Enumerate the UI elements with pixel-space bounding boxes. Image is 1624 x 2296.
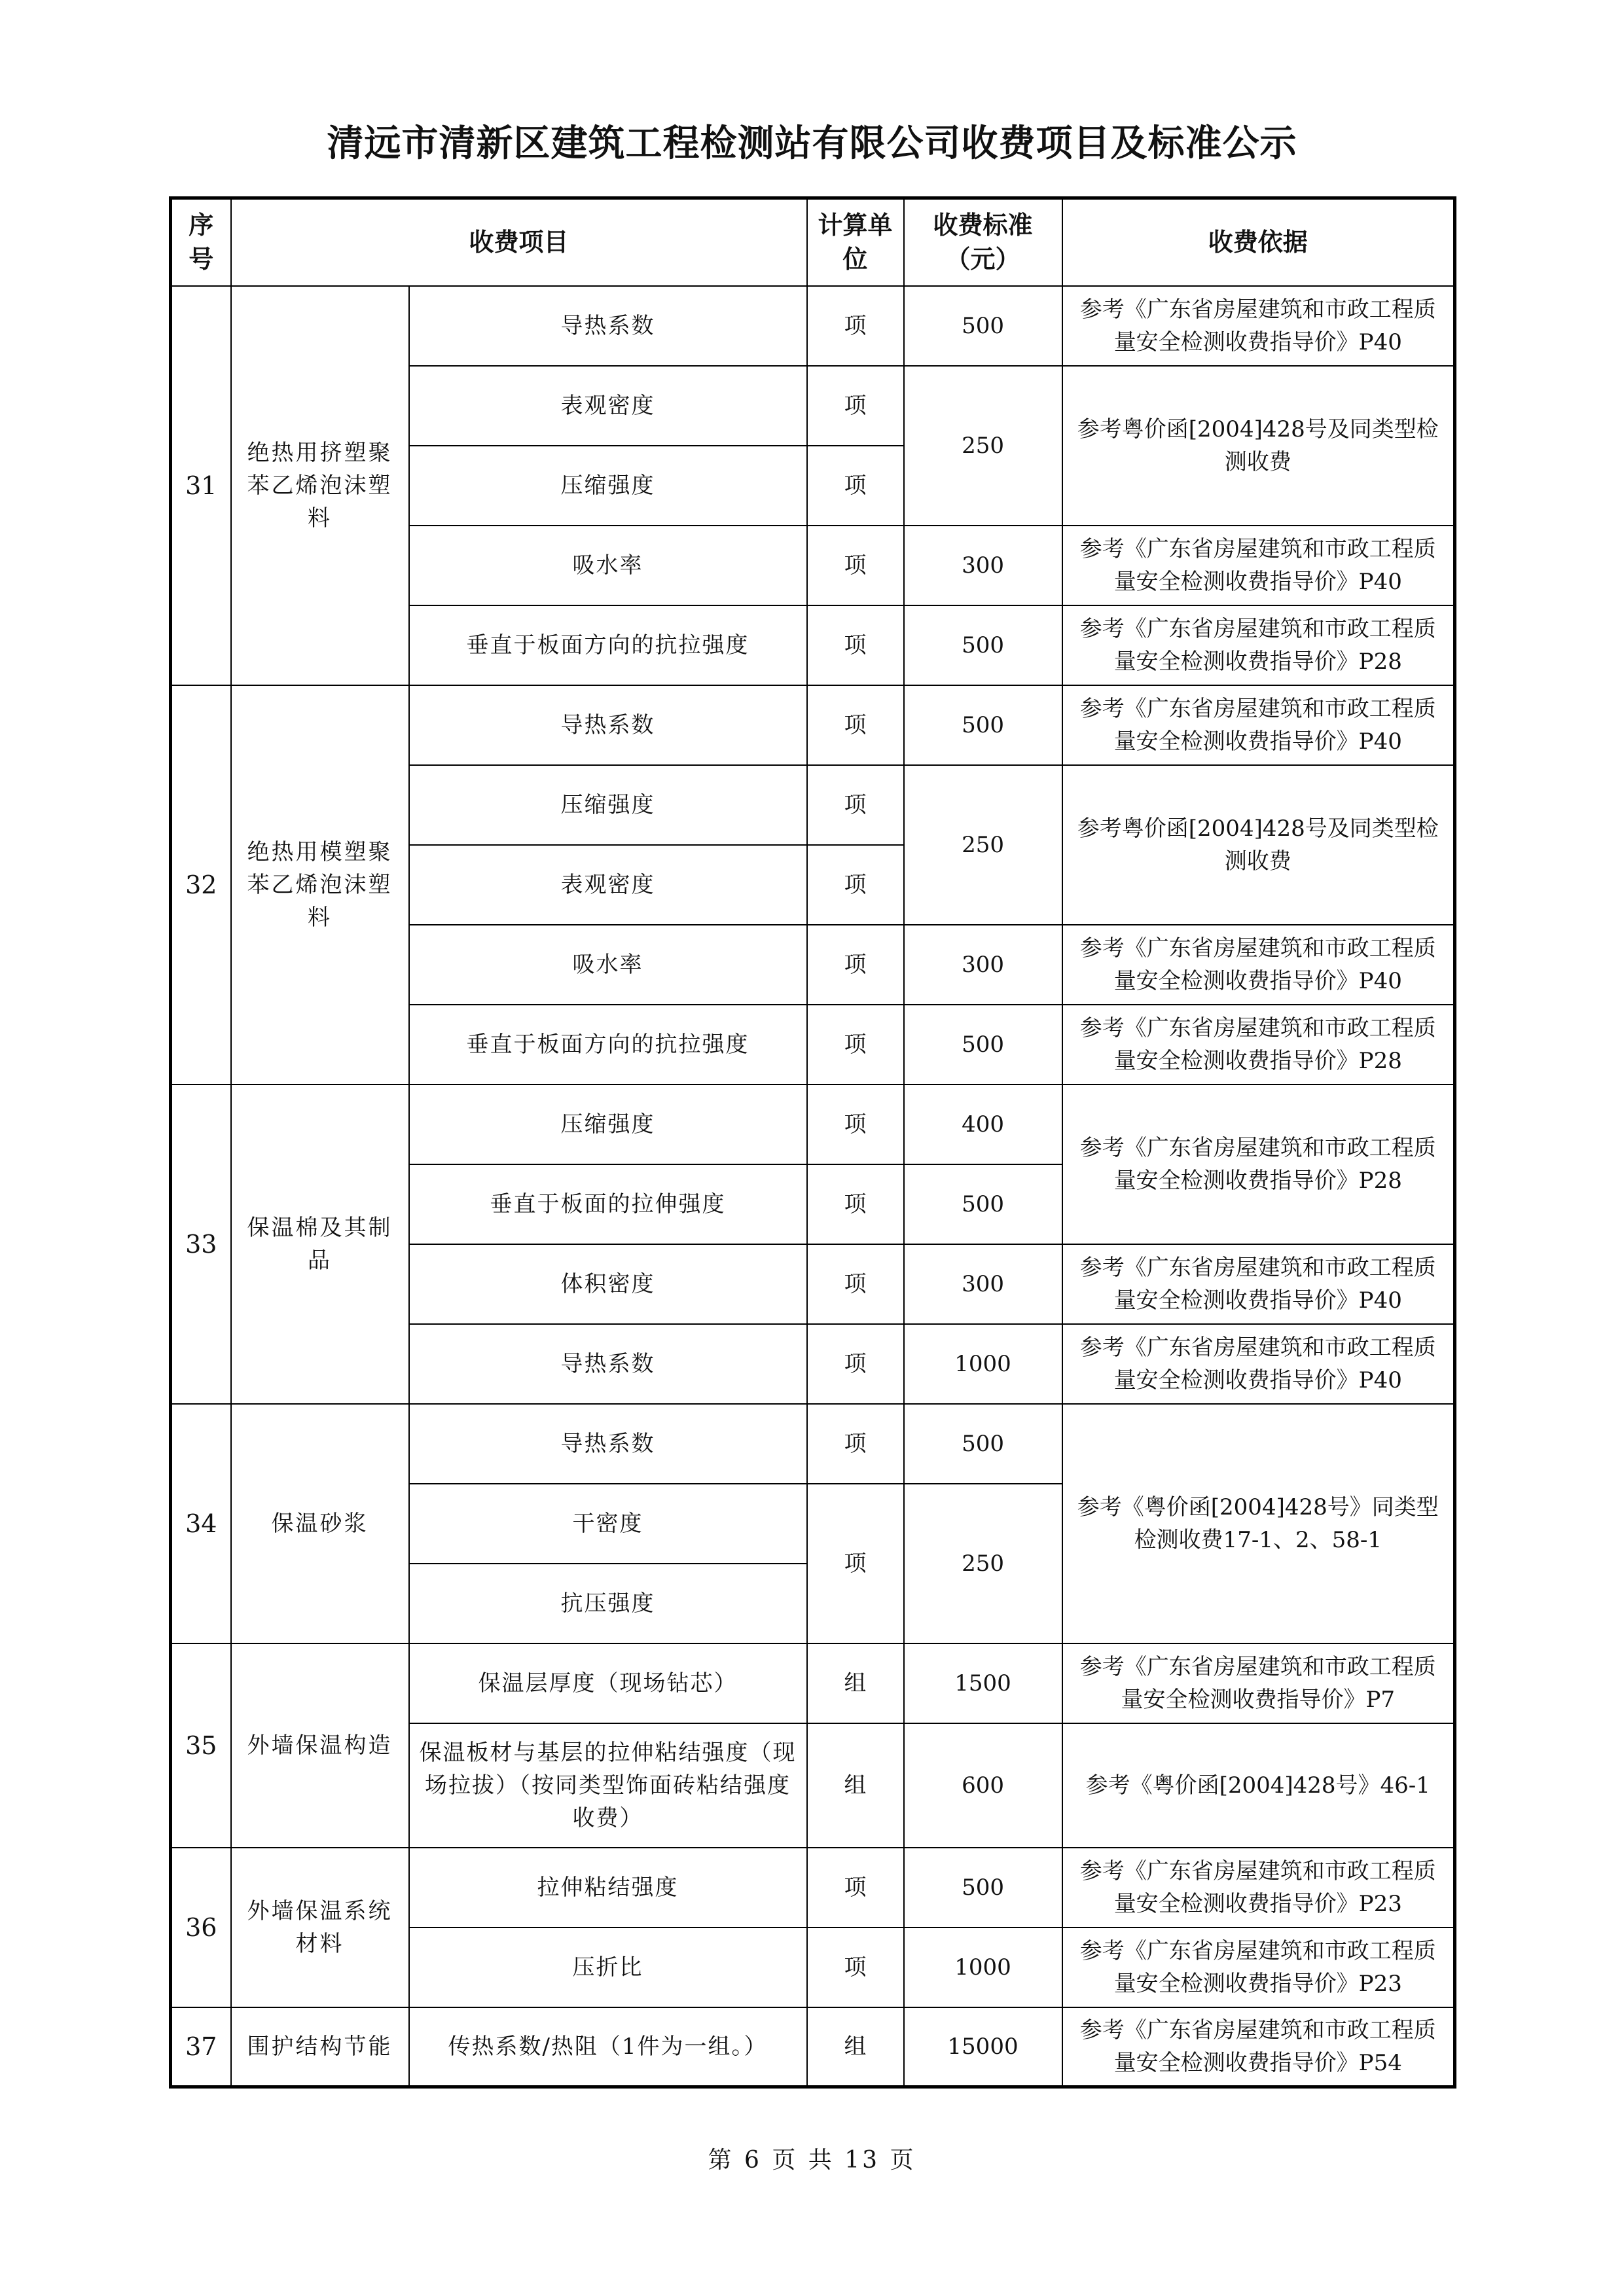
- table-row: [171, 2007, 1455, 2087]
- item-cell: 压缩强度: [409, 765, 807, 845]
- page-number: 第 6 页 共 13 页: [708, 2147, 916, 2174]
- unit-cell: 项: [807, 1928, 904, 2007]
- unit-cell: 项: [807, 1484, 904, 1643]
- price-cell: 500: [904, 1005, 1062, 1085]
- item-cell: 垂直于板面方向的抗拉强度: [409, 1005, 807, 1085]
- header-unit: 计算单位: [807, 198, 904, 286]
- item-cell: 垂直于板面方向的抗拉强度: [409, 605, 807, 685]
- basis-cell: 参考粤价函[2004]428号及同类型检测收费: [1062, 366, 1455, 526]
- seq-cell: 32: [171, 685, 231, 1085]
- unit-cell: 项: [807, 765, 904, 845]
- price-cell: 400: [904, 1085, 1062, 1164]
- seq-cell: 34: [171, 1404, 231, 1643]
- basis-cell: 参考《粤价函[2004]428号》同类型检测收费17-1、2、58-1: [1062, 1404, 1455, 1643]
- table-row: [171, 286, 1455, 366]
- header-price: 收费标准（元）: [904, 198, 1062, 286]
- unit-cell: 项: [807, 685, 904, 765]
- basis-cell: 参考《广东省房屋建筑和市政工程质量安全检测收费指导价》P54: [1062, 2007, 1455, 2087]
- price-cell: 1500: [904, 1643, 1062, 1723]
- basis-cell: 参考《广东省房屋建筑和市政工程质量安全检测收费指导价》P40: [1062, 526, 1455, 605]
- unit-cell: 项: [807, 1404, 904, 1484]
- unit-cell: 项: [807, 1244, 904, 1324]
- item-cell: 垂直于板面的拉伸强度: [409, 1164, 807, 1244]
- unit-cell: 项: [807, 1848, 904, 1928]
- table-row: [171, 685, 1455, 765]
- item-cell: 拉伸粘结强度: [409, 1848, 807, 1928]
- category-cell: 围护结构节能: [231, 2007, 409, 2087]
- price-cell: 600: [904, 1723, 1062, 1848]
- basis-cell: 参考《广东省房屋建筑和市政工程质量安全检测收费指导价》P23: [1062, 1928, 1455, 2007]
- unit-cell: 组: [807, 2007, 904, 2087]
- category-cell: 保温砂浆: [231, 1404, 409, 1643]
- basis-cell: 参考《广东省房屋建筑和市政工程质量安全检测收费指导价》P40: [1062, 1244, 1455, 1324]
- item-cell: 干密度: [409, 1484, 807, 1564]
- header-item: 收费项目: [231, 198, 807, 286]
- item-cell: 抗压强度: [409, 1564, 807, 1643]
- price-cell: 500: [904, 1404, 1062, 1484]
- price-cell: 500: [904, 1848, 1062, 1928]
- basis-cell: 参考《广东省房屋建筑和市政工程质量安全检测收费指导价》P40: [1062, 685, 1455, 765]
- price-cell: 500: [904, 286, 1062, 366]
- price-cell: 250: [904, 366, 1062, 526]
- basis-cell: 参考《广东省房屋建筑和市政工程质量安全检测收费指导价》P40: [1062, 286, 1455, 366]
- price-cell: 300: [904, 1244, 1062, 1324]
- unit-cell: 组: [807, 1723, 904, 1848]
- table-row: [171, 1404, 1455, 1484]
- table-row: [171, 1085, 1455, 1164]
- unit-cell: 项: [807, 605, 904, 685]
- price-cell: 300: [904, 925, 1062, 1005]
- basis-cell: 参考《广东省房屋建筑和市政工程质量安全检测收费指导价》P28: [1062, 1005, 1455, 1085]
- item-cell: 吸水率: [409, 925, 807, 1005]
- unit-cell: 项: [807, 1085, 904, 1164]
- basis-cell: 参考《广东省房屋建筑和市政工程质量安全检测收费指导价》P23: [1062, 1848, 1455, 1928]
- basis-cell: 参考粤价函[2004]428号及同类型检测收费: [1062, 765, 1455, 925]
- unit-cell: 项: [807, 526, 904, 605]
- price-cell: 500: [904, 1164, 1062, 1244]
- unit-cell: 项: [807, 925, 904, 1005]
- price-cell: 15000: [904, 2007, 1062, 2087]
- table-row: [171, 1643, 1455, 1723]
- item-cell: 导热系数: [409, 286, 807, 366]
- seq-cell: 37: [171, 2007, 231, 2087]
- category-cell: 绝热用模塑聚苯乙烯泡沫塑料: [231, 685, 409, 1085]
- header-seq: 序号: [171, 198, 231, 286]
- item-cell: 导热系数: [409, 1324, 807, 1404]
- basis-cell: 参考《广东省房屋建筑和市政工程质量安全检测收费指导价》P7: [1062, 1643, 1455, 1723]
- fee-table: [169, 196, 1456, 2089]
- item-cell: 体积密度: [409, 1244, 807, 1324]
- seq-cell: 33: [171, 1085, 231, 1404]
- seq-cell: 31: [171, 286, 231, 685]
- unit-cell: 项: [807, 286, 904, 366]
- price-cell: 250: [904, 765, 1062, 925]
- item-cell: 表观密度: [409, 845, 807, 925]
- item-cell: 吸水率: [409, 526, 807, 605]
- unit-cell: 项: [807, 1324, 904, 1404]
- price-cell: 300: [904, 526, 1062, 605]
- item-cell: 压折比: [409, 1928, 807, 2007]
- price-cell: 1000: [904, 1928, 1062, 2007]
- unit-cell: 项: [807, 845, 904, 925]
- unit-cell: 项: [807, 1164, 904, 1244]
- basis-cell: 参考《粤价函[2004]428号》46-1: [1062, 1723, 1455, 1848]
- price-cell: 500: [904, 685, 1062, 765]
- category-cell: 绝热用挤塑聚苯乙烯泡沫塑料: [231, 286, 409, 685]
- category-cell: 外墙保温系统材料: [231, 1848, 409, 2007]
- header-row: [171, 198, 1455, 286]
- page-title: 清远市清新区建筑工程检测站有限公司收费项目及标准公示: [327, 122, 1297, 165]
- item-cell: 压缩强度: [409, 446, 807, 526]
- basis-cell: 参考《广东省房屋建筑和市政工程质量安全检测收费指导价》P28: [1062, 1085, 1455, 1244]
- category-cell: 保温棉及其制品: [231, 1085, 409, 1404]
- unit-cell: 项: [807, 1005, 904, 1085]
- basis-cell: 参考《广东省房屋建筑和市政工程质量安全检测收费指导价》P40: [1062, 1324, 1455, 1404]
- unit-cell: 组: [807, 1643, 904, 1723]
- seq-cell: 35: [171, 1643, 231, 1848]
- item-cell: 导热系数: [409, 1404, 807, 1484]
- price-cell: 500: [904, 605, 1062, 685]
- item-cell: 导热系数: [409, 685, 807, 765]
- item-cell: 压缩强度: [409, 1085, 807, 1164]
- basis-cell: 参考《广东省房屋建筑和市政工程质量安全检测收费指导价》P28: [1062, 605, 1455, 685]
- unit-cell: 项: [807, 366, 904, 446]
- basis-cell: 参考《广东省房屋建筑和市政工程质量安全检测收费指导价》P40: [1062, 925, 1455, 1005]
- price-cell: 1000: [904, 1324, 1062, 1404]
- unit-cell: 项: [807, 446, 904, 526]
- category-cell: 外墙保温构造: [231, 1643, 409, 1848]
- item-cell: 保温板材与基层的拉伸粘结强度（现场拉拔）（按同类型饰面砖粘结强度收费）: [409, 1723, 807, 1848]
- item-cell: 保温层厚度（现场钻芯）: [409, 1643, 807, 1723]
- seq-cell: 36: [171, 1848, 231, 2007]
- header-basis: 收费依据: [1062, 198, 1455, 286]
- price-cell: 250: [904, 1484, 1062, 1643]
- item-cell: 传热系数/热阻（1件为一组。）: [409, 2007, 807, 2087]
- item-cell: 表观密度: [409, 366, 807, 446]
- table-row: [171, 1848, 1455, 1928]
